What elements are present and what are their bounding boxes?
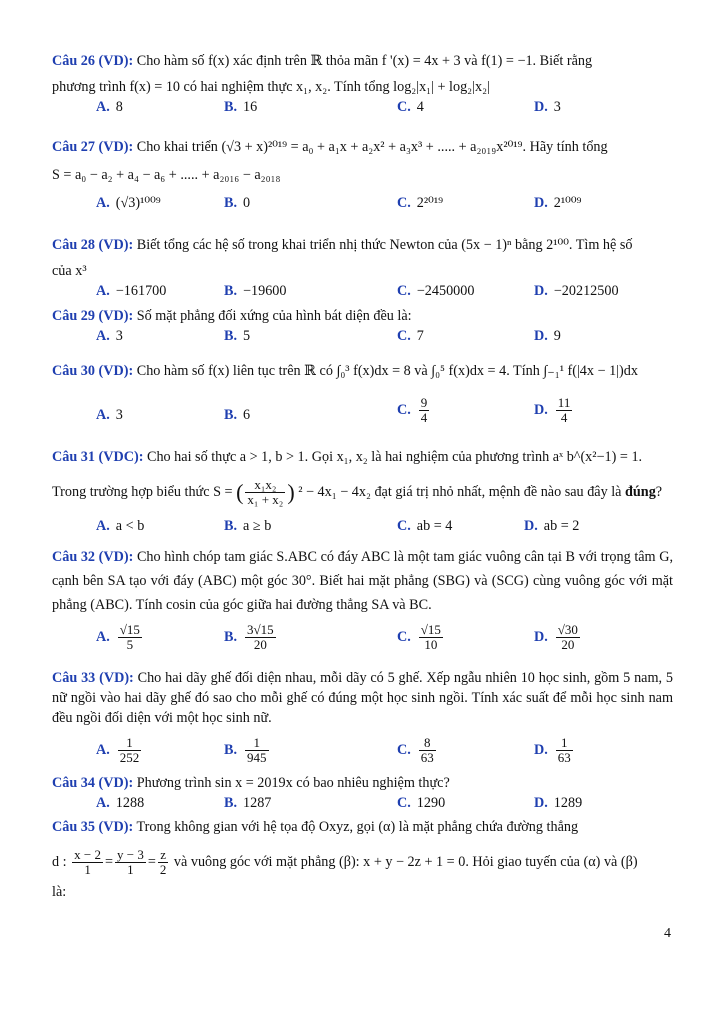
page-number: 4 [664,926,671,941]
option-b[interactable]: B. $\frac{3√15}{20}$ [224,622,274,652]
option-d[interactable]: D. $\frac{√30}{20}$ [534,622,578,652]
question-stem-2: S = a₀ − a₂ + a₄ − a₆ + ..... + a₂₀₁₆ − a₂₀₁₈ [52,167,281,183]
option-a[interactable]: A. 1288 [96,795,145,811]
question-stem: Câu 27 (VD): Cho khai triển (√3 + x)²⁰¹⁹ = a₀ + a₁x + a₂x² + a₃x³ + ..... + a₂₀₁₉x²⁰¹⁹. Hãy tính tổng [52,139,608,155]
question-stem: Câu 32 (VD): Cho hình chóp tam giác S.ABC có đáy ABC là một tam giác vuông cân tại B với trọng tâm G, cạnh bên SA tạo với đáy (ABC) một góc 30°. Biết hai mặt phẳng (SBG) và (SCG) cùng vuông góc với mặt phẳng (ABC). Tính cosin của góc giữa hai đường thẳng SA và BC. [52,549,674,613]
option-c[interactable]: C. $\frac{8}{63}$ [397,735,434,765]
fraction: $\frac{√15}{5}$ [119,622,140,652]
fraction: $\frac{√15}{10}$ [420,622,441,652]
option-b[interactable]: B. 16 [224,99,258,115]
fraction: $\frac{\text{x₁x₂}}{\text{x₁ + x₂}}$ [247,477,284,507]
option-b[interactable]: B. 1287 [224,795,272,811]
option-c[interactable]: C. 2²⁰¹⁹ [397,195,444,211]
option-b[interactable]: B. 6 [224,407,251,423]
options [52,736,673,772]
question-stem: Câu 33 (VD): Cho hai dãy ghế đối diện nhau, mỗi dãy có 5 ghế. Xếp ngẫu nhiên 10 học sinh, gồm 5 nam, 5 nữ ngồi vào hai dãy ghế đó sao cho mỗi ghế có đúng một học sinh ngồi. Tính xác suất để mỗi học sinh nam đều ngồi đối diện với một học sinh nữ. [52,670,673,726]
question-stem-2: phương trình f(x) = 10 có hai nghiệm thực x₁, x₂. Tính tổng log₂|x₁| + log₂|x₂| [52,79,490,95]
question-stem-2: Trong trường hợp biểu thức S = ( $\frac{\text{x₁x₂}}{\text{x₁ + x₂}}$ ) ² − 4x₁ − 4x₂ đạt giá trị nhỏ nhất, mệnh đề nào sau đây là đúng? [52,477,663,507]
option-c[interactable]: C. ab = 4 [397,518,453,534]
option-a[interactable]: A. 3 [96,407,123,423]
question-stem: Câu 28 (VD): Biết tổng các hệ số trong khai triển nhị thức Newton của (5x − 1)ⁿ bằng 2¹⁰⁰. Tìm hệ số [52,237,633,253]
question-30 [52,362,673,432]
question-stem: Câu 31 (VDC): Cho hai số thực a > 1, b > 1. Gọi x₁, x₂ là hai nghiệm của phương trình aˣ b^(x²−1) = 1. [52,449,643,465]
fraction: $\frac{11}{4}$ [557,395,571,425]
option-b[interactable]: B. −19600 [224,283,287,299]
options [52,623,673,659]
options [52,517,673,539]
option-a[interactable]: A. (√3)¹⁰⁰⁹ [96,195,161,211]
fraction: $\frac{1}{63}$ [557,735,571,765]
options [52,282,673,304]
option-a[interactable]: A. −161700 [96,283,167,299]
option-a[interactable]: A. 8 [96,99,123,115]
option-a[interactable]: A. $\frac{1}{252}$ [96,735,140,765]
option-c[interactable]: C. 4 [397,99,424,115]
fraction: $\frac{9}{4}$ [420,395,428,425]
question-34 [52,774,673,816]
question-28 [52,236,673,304]
question-29 [52,307,673,349]
option-c[interactable]: C. $\frac{√15}{10}$ [397,622,441,652]
question-stem: Câu 35 (VD): Trong không gian với hệ tọa độ Oxyz, gọi (α) là mặt phẳng chứa đường thẳng [52,819,579,835]
question-stem: Câu 34 (VD): Phương trình sin x = 2019x có bao nhiêu nghiệm thực? [52,775,450,791]
question-33 [52,668,673,772]
option-d[interactable]: D. $\frac{11}{4}$ [534,395,571,425]
fraction: $\frac{y - 3}{1}$ [117,847,144,877]
option-a[interactable]: A. a < b [96,518,145,534]
option-b[interactable]: B. 0 [224,195,251,211]
question-32 [52,545,673,659]
options [52,327,673,349]
option-c[interactable]: C. 7 [397,328,424,344]
option-d[interactable]: D. −20212500 [534,283,619,299]
question-stem-2: d : $\frac{x - 2}{1}$ = $\frac{y - 3}{1}$ = $\frac{z}{2}$ và vuông góc với mặt phẳng (β): x + y − 2z + 1 = 0. Hỏi giao tuyến của (α) và (β) [52,847,638,877]
option-c[interactable]: C. 1290 [397,795,446,811]
option-a[interactable]: A. $\frac{√15}{5}$ [96,622,140,652]
fraction: $\frac{3√15}{20}$ [247,622,274,652]
options [52,194,673,216]
option-c[interactable]: C. −2450000 [397,283,475,299]
option-b[interactable]: B. a ≥ b [224,518,272,534]
option-b[interactable]: B. $\frac{1}{945}$ [224,735,267,765]
fraction: $\frac{z}{2}$ [159,847,167,877]
option-c[interactable]: C. $\frac{9}{4}$ [397,395,428,425]
question-stem: Câu 26 (VD): Cho hàm số f(x) xác định trên ℝ thỏa mãn f '(x) = 4x + 3 và f(1) = −1. Biết rằng [52,53,593,69]
option-a[interactable]: A. 3 [96,328,123,344]
fraction: $\frac{√30}{20}$ [557,622,578,652]
option-d[interactable]: D. $\frac{1}{63}$ [534,735,571,765]
question-27 [52,138,673,216]
option-b[interactable]: B. 5 [224,328,251,344]
question-stem-3: là: [52,884,67,900]
option-d[interactable]: D. 9 [534,328,561,344]
fraction: $\frac{1}{252}$ [119,735,140,765]
fraction: $\frac{1}{945}$ [247,735,267,765]
fraction: $\frac{8}{63}$ [420,735,434,765]
question-26 [52,52,673,120]
options [52,98,673,120]
question-31 [52,448,673,539]
options [52,396,673,432]
option-d[interactable]: D. 2¹⁰⁰⁹ [534,195,582,211]
question-stem-2: của x³ [52,263,87,279]
option-d[interactable]: D. 3 [534,99,561,115]
question-35 [52,818,673,901]
option-d[interactable]: D. 1289 [534,795,583,811]
option-d[interactable]: D. ab = 2 [524,518,580,534]
options [52,794,673,816]
fraction: $\frac{x - 2}{1}$ [74,847,101,877]
question-stem: Câu 29 (VD): Số mặt phẳng đối xứng của hình bát diện đều là: [52,308,412,324]
question-stem: Câu 30 (VD): Cho hàm số f(x) liên tục trên ℝ có ∫₀³ f(x)dx = 8 và ∫₀⁵ f(x)dx = 4. Tính ∫₋₁¹ f(|4x − 1|)dx [52,363,638,379]
